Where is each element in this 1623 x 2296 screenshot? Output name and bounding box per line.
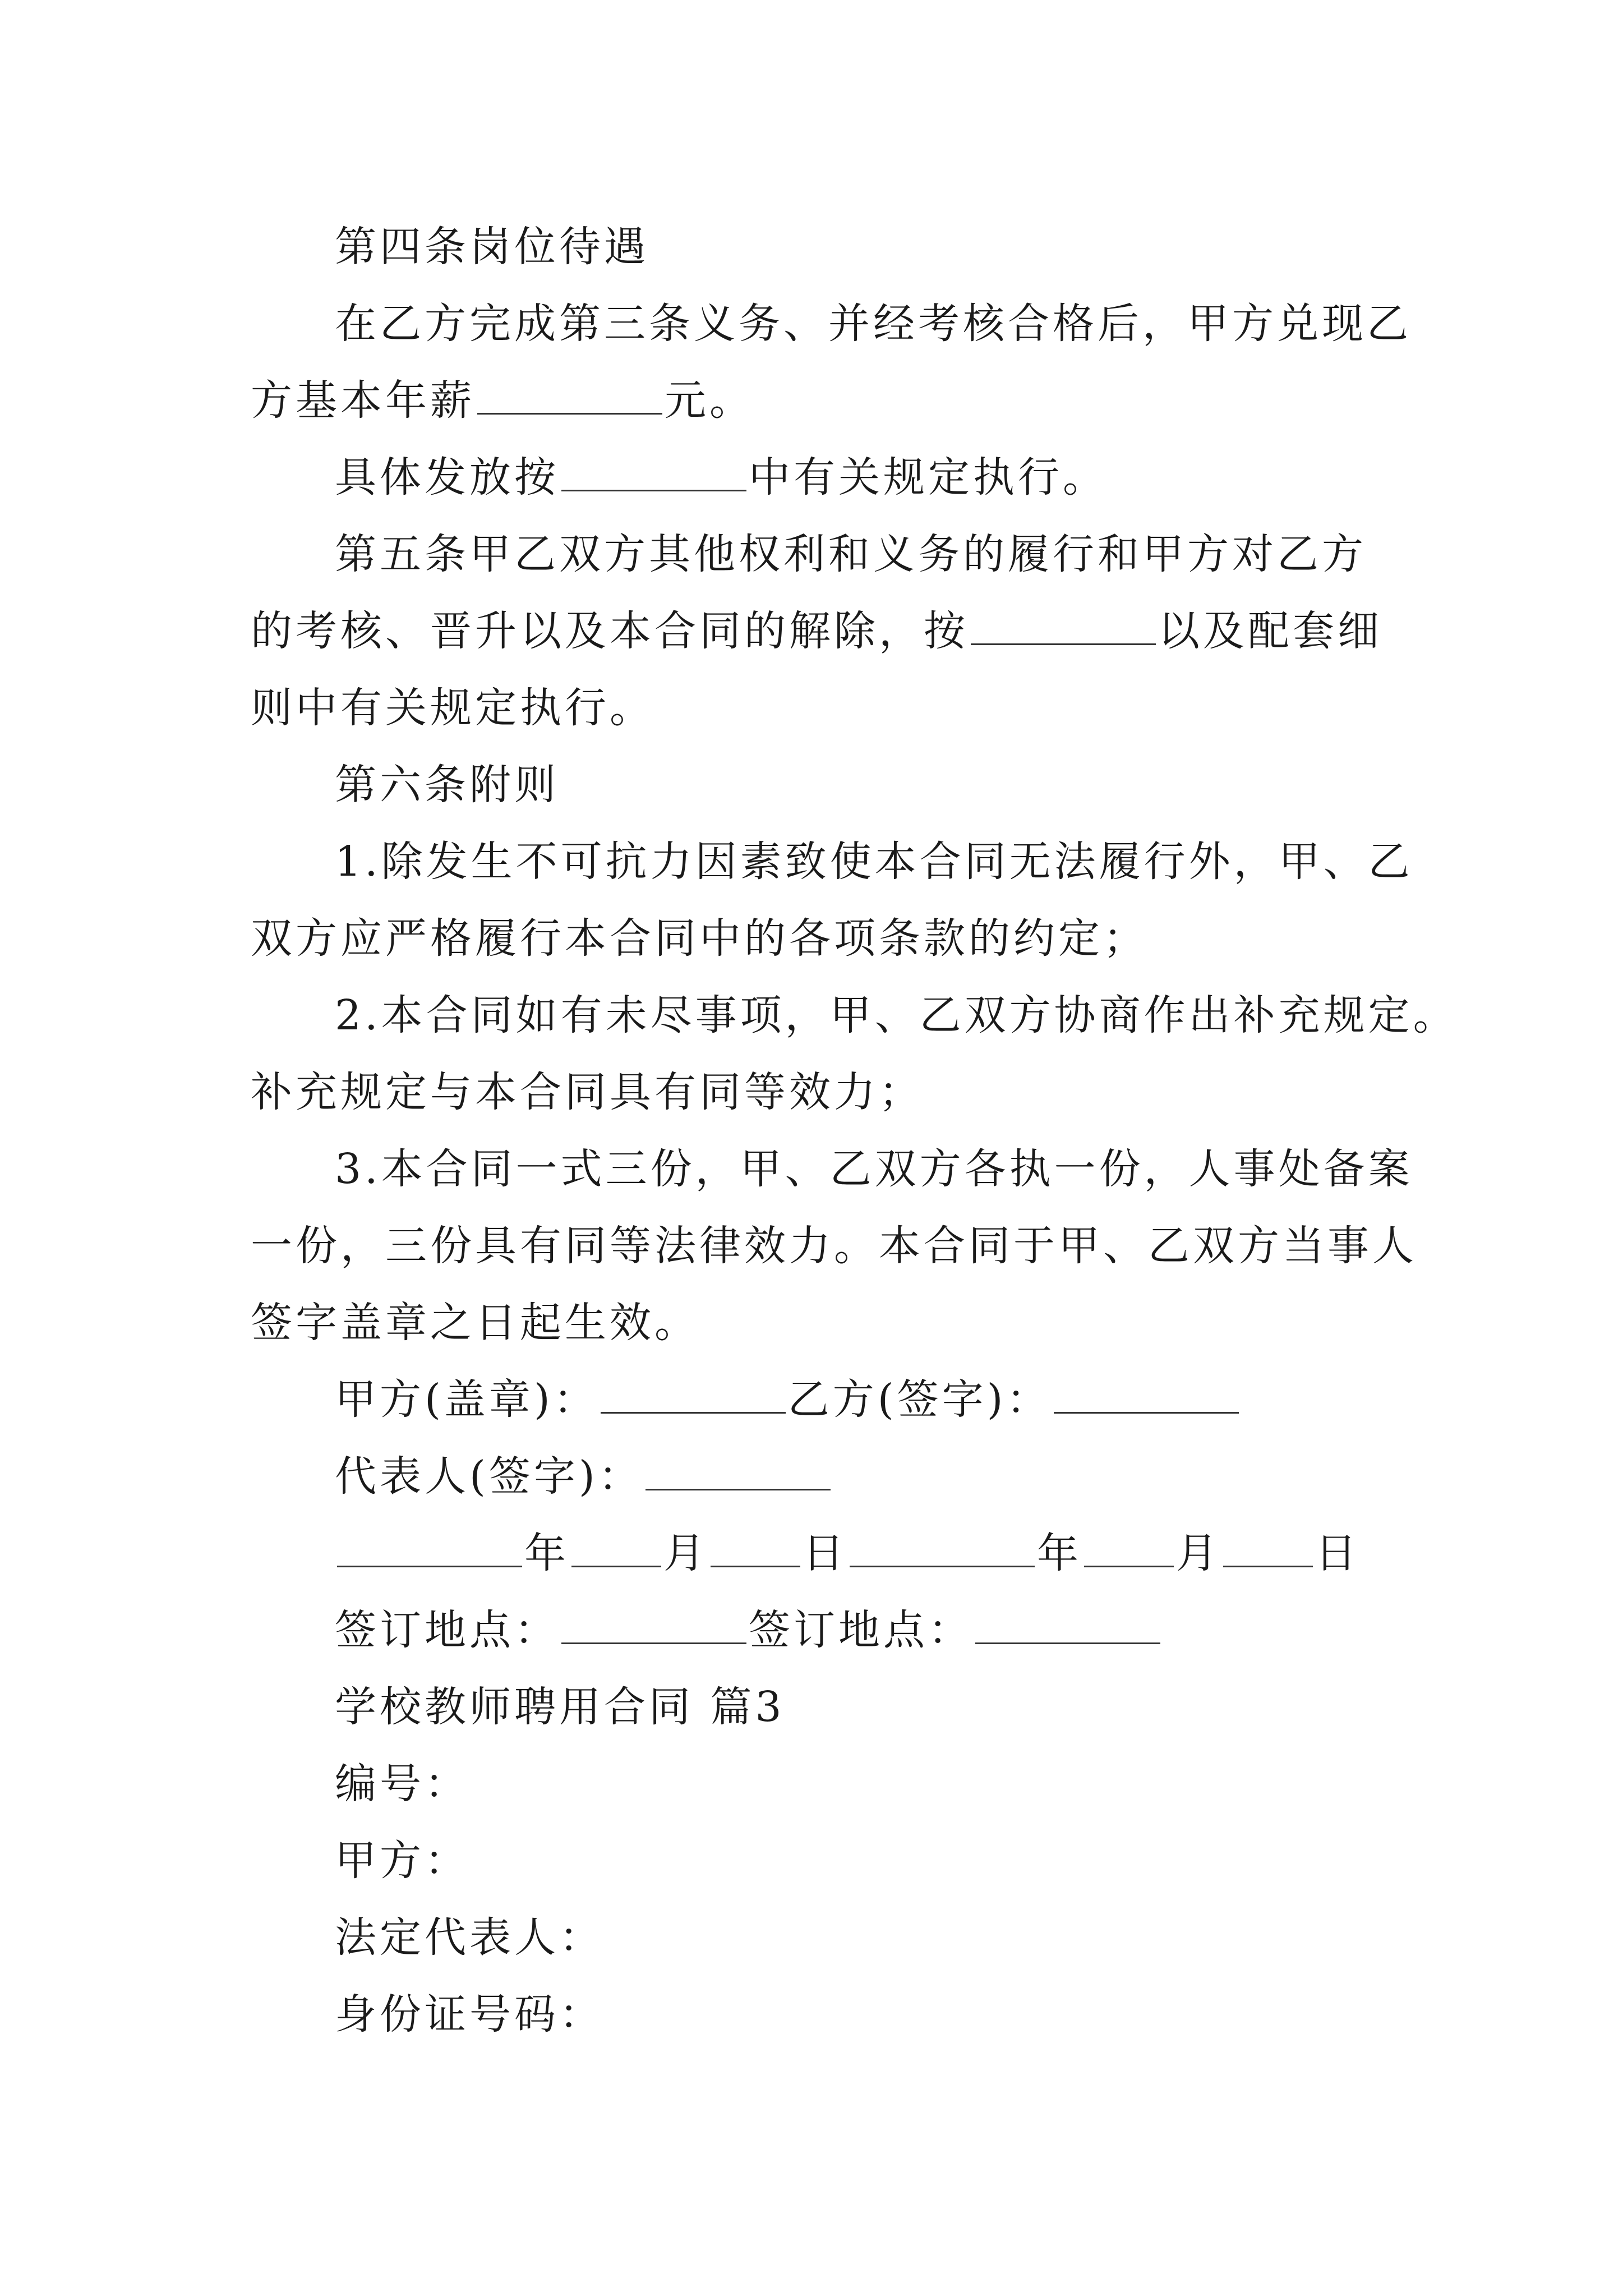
text: 身份证号码： [335,1990,604,2039]
text: 2.本合同如有未尽事项，甲、乙双方协商作出补充规定。 [335,991,1458,1039]
text: 方基本年薪 [251,376,475,425]
representative-label: 代表人(签字)： [335,1452,643,1501]
text: 在乙方完成第三条义务、并经考核合格后，甲方兑现乙 [335,300,1412,348]
text: 一份，三份具有同等法律效力。本合同于甲、乙双方当事人 [251,1222,1417,1270]
next-contract-title [251,1669,1378,1746]
text: 学校教师聘用合同 篇3 [335,1683,785,1731]
article-6-item-2-line-2 [251,1054,1378,1131]
party-a-seal-blank [601,1373,786,1414]
article-4-paragraph-2 [251,439,1378,516]
month-label: 月 [1176,1529,1221,1577]
text: 法定代表人： [335,1913,604,1962]
day-label: 日 [1315,1529,1360,1577]
field-party-a [251,1823,1378,1899]
place-blank [561,1603,746,1644]
day-label: 日 [803,1529,847,1577]
field-id-number [251,1976,1378,2053]
document-page [251,209,1458,2053]
place-label: 签订地点： [335,1606,559,1654]
signature-dates [251,1515,1378,1592]
regulation-blank [971,604,1156,645]
text: 3.本合同一式三份，甲、乙双方各执一份，人事处备案 [335,1145,1413,1193]
text: 的考核、晋升以及本合同的解除，按 [251,607,969,655]
text: 第六条附则 [335,761,559,809]
text: 编号： [335,1760,469,1808]
year-blank [850,1526,1035,1567]
representative-blank [645,1450,831,1490]
signature-parties [251,1361,1378,1438]
text: 中有关规定执行。 [749,453,1108,501]
text: 元。 [665,376,754,425]
field-number [251,1746,1378,1823]
year-blank [337,1526,522,1567]
salary-blank [477,374,662,415]
party-b-signature-label: 乙方(签字)： [787,1375,1052,1424]
text: 以及配套细 [1158,607,1382,655]
text: 1.除发生不可抗力因素致使本合同无法履行外，甲、乙 [335,838,1413,886]
article-5-line-1 [251,516,1378,593]
article-5-line-2 [251,593,1382,670]
field-legal-representative [251,1899,1378,1976]
signature-representative [251,1438,1378,1515]
article-6-title [251,747,1378,823]
place-label: 签订地点： [749,1606,973,1654]
article-4-paragraph-1-line-2 [251,362,1378,439]
month-blank [571,1526,661,1567]
article-6-item-3-line-1 [251,1131,1413,1208]
year-label: 年 [524,1529,569,1577]
party-b-signature-blank [1054,1373,1239,1414]
article-6-item-1-line-2 [251,900,1378,977]
article-6-item-1-line-1 [251,823,1413,900]
day-blank [711,1526,800,1567]
text: 签字盖章之日起生效。 [251,1299,699,1347]
text: 则中有关规定执行。 [251,684,654,732]
place-blank [975,1603,1160,1644]
text: 具体发放按 [335,453,559,501]
article-5-line-3 [251,670,1378,747]
text: 补充规定与本合同具有同等效力； [251,1068,924,1116]
regulation-blank [561,450,746,491]
article-6-item-3-line-2 [251,1208,1417,1285]
party-a-seal-label: 甲方(盖章)： [335,1375,598,1424]
text: 第五条甲乙双方其他权利和义务的履行和甲方对乙方 [335,530,1367,578]
text: 双方应严格履行本合同中的各项条款的约定； [251,914,1148,963]
month-label: 月 [663,1529,708,1577]
article-4-title-text: 第四条岗位待遇 [335,223,649,271]
signing-places [251,1592,1378,1669]
article-6-item-2-line-1 [251,977,1458,1054]
article-4-paragraph-1-line-1 [251,286,1412,362]
month-blank [1084,1526,1174,1567]
year-label: 年 [1037,1529,1082,1577]
text: 甲方： [335,1837,469,1885]
article-4-title [251,209,1378,286]
day-blank [1223,1526,1313,1567]
article-6-item-3-line-3 [251,1285,1378,1361]
